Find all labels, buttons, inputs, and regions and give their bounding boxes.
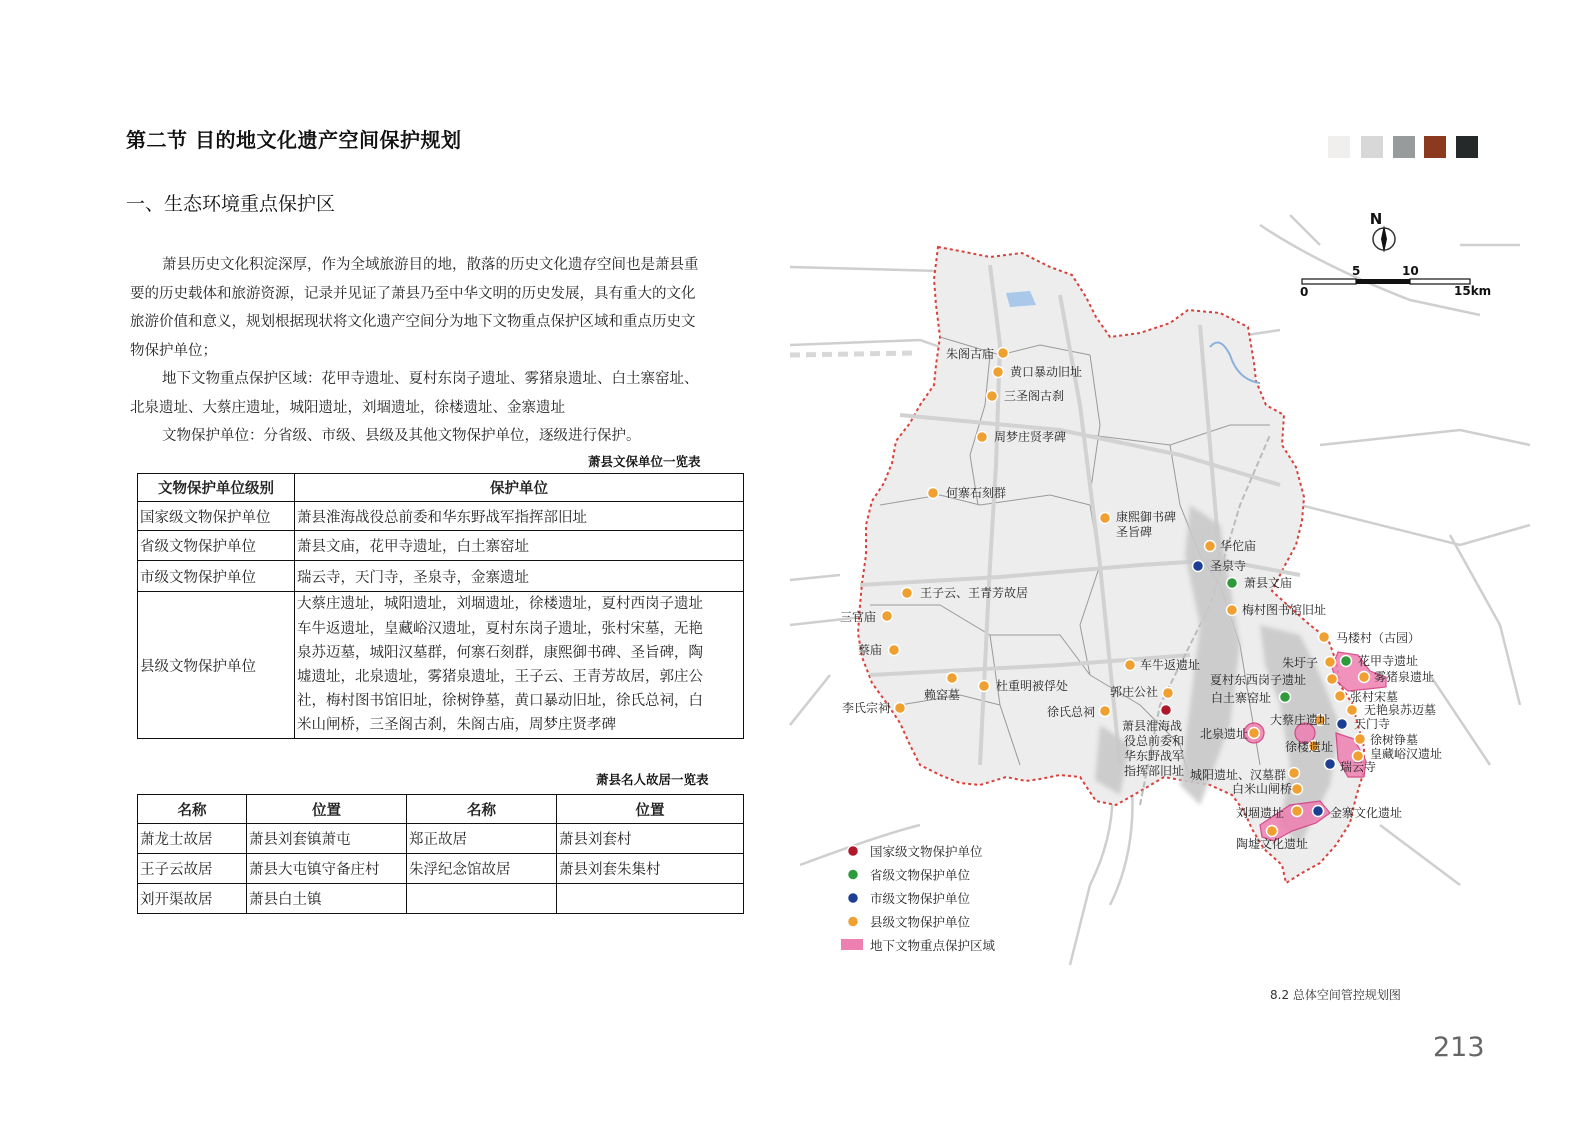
legend-label: 市级文物保护单位 (870, 891, 971, 906)
site-label: 花甲寺遗址 (1358, 654, 1419, 668)
site-label: 金寨文化遗址 (1330, 806, 1403, 820)
table-row (138, 531, 744, 561)
table-cell: 萧龙士故居 (138, 824, 247, 854)
table-row (138, 854, 744, 884)
site-dot (1100, 706, 1111, 717)
page-number: 213 (1433, 1032, 1485, 1063)
site-dot (998, 348, 1009, 359)
site-dot (1249, 728, 1260, 739)
intro-line: 地下文物重点保护区域：花甲寺遗址、夏村东岗子遗址、雾猪泉遗址、白土寨窑址、 (162, 371, 699, 387)
table-row (138, 592, 744, 739)
intro-line: 萧县历史文化积淀深厚，作为全域旅游目的地，散落的历史文化遗存空间也是萧县重 (162, 257, 699, 273)
table-cell: 萧县刘套村 (557, 824, 744, 854)
site-label: 何寨石刻群 (946, 486, 1007, 500)
site-dot (1267, 826, 1278, 837)
table-cell (295, 592, 744, 739)
site-dot (1161, 705, 1172, 716)
site-label: 瑞云寺 (1340, 760, 1377, 774)
site-dot (1193, 561, 1204, 572)
table-cell: 市级文物保护单位 (138, 561, 295, 592)
site-dot (1227, 605, 1238, 616)
site-label: 杜重明被俘处 (996, 679, 1069, 693)
site-dot (987, 391, 998, 402)
legend-swatch (841, 939, 863, 950)
site-label: 蔡庙 (858, 643, 883, 657)
table-cell: 萧县刘套镇萧屯 (247, 824, 407, 854)
site-dot (1359, 672, 1370, 683)
cell-line: 大蔡庄遗址，城阳遗址，刘堌遗址，徐楼遗址，夏村西岗子遗址 (297, 596, 703, 613)
table-cell: 郑正故居 (407, 824, 557, 854)
site-dot (928, 488, 939, 499)
table-cell: 萧县文庙，花甲寺遗址，白土寨窑址 (295, 531, 744, 561)
map-legend (841, 844, 996, 953)
table-row (138, 502, 744, 531)
site-label: 圣泉寺 (1210, 559, 1247, 573)
site-label: 王子云、王青芳故居 (920, 586, 1029, 600)
site-dot (1227, 578, 1238, 589)
site-label: 车牛返遗址 (1140, 658, 1201, 672)
table-cell: 萧县白土镇 (247, 884, 407, 914)
site-label: 康熙御书碑 (1116, 510, 1177, 524)
north-arrow (1370, 210, 1395, 253)
site-label: 萧县淮海战 (1122, 719, 1183, 733)
site-dot (889, 645, 900, 656)
intro-line: 文物保护单位：分省级、市级、县级及其他文物保护单位，逐级进行保护。 (162, 428, 641, 444)
site-dot (1163, 688, 1174, 699)
site-dot (1100, 513, 1111, 524)
legend-dot (848, 893, 859, 904)
site-dot (1325, 657, 1336, 668)
palette-swatch-2 (1361, 136, 1383, 158)
table-cell: 萧县大屯镇守备庄村 (247, 854, 407, 884)
table-row (138, 884, 744, 914)
site-dot (895, 703, 906, 714)
table-header-row (138, 474, 744, 502)
cell-line: 米山闸桥，三圣阁古刹，朱阁古庙，周梦庄贤孝碑 (297, 717, 616, 734)
site-label: 刘堌遗址 (1236, 806, 1285, 820)
cell-line: 墟遗址，北泉遗址，雾猪泉遗址，王子云、王青芳故居，郭庄公 (297, 669, 703, 685)
site-dot (979, 681, 990, 692)
site-dot (977, 432, 988, 443)
legend-label: 地下文物重点保护区域 (870, 938, 996, 953)
table-cell: 萧县刘套朱集村 (557, 854, 744, 884)
cell-line: 车牛返遗址，皇藏峪汉遗址，夏村东岗子遗址，张村宋墓，无艳 (297, 620, 703, 637)
site-marker (1285, 739, 1333, 754)
table-cell (557, 884, 744, 914)
legend-dot (848, 869, 859, 880)
site-marker (1227, 602, 1327, 617)
site-marker (1190, 767, 1300, 782)
site-label: 雾猪泉遗址 (1374, 670, 1435, 684)
section-title: 第二节 目的地文化遗产空间保护规划 (126, 128, 462, 152)
table-cell (407, 884, 557, 914)
site-marker (1232, 781, 1303, 796)
table-cell: 朱浮纪念馆故居 (407, 854, 557, 884)
table-cell: 瑞云寺，天门寺，圣泉寺，金寨遗址 (295, 561, 744, 592)
site-label: 张村宋墓 (1350, 690, 1399, 704)
site-label: 郭庄公社 (1110, 685, 1159, 699)
palette-swatch-5 (1456, 136, 1478, 158)
intro-line: 要的历史载体和旅游资源，记录并见证了萧县乃至中华文明的历史发展，具有重大的文化 (130, 285, 696, 302)
site-label: 黄口暴动旧址 (1010, 365, 1083, 379)
scale-label-10: 10 (1402, 264, 1419, 278)
table-cell: 萧县淮海战役总前委和华东野战军指挥部旧址 (295, 502, 744, 531)
site-dot (1289, 768, 1300, 779)
site-label: 北泉遗址 (1200, 727, 1249, 741)
site-label: 华东野战军 (1124, 749, 1185, 763)
intro-line: 物保护单位； (130, 342, 217, 359)
map-canvas (760, 205, 1540, 1005)
scale-label-5: 5 (1352, 264, 1361, 278)
site-dot (947, 673, 958, 684)
site-label: 天门寺 (1354, 717, 1391, 731)
site-dot (1327, 674, 1338, 685)
site-label: 陶墟文化遗址 (1236, 837, 1309, 851)
site-marker (1270, 712, 1330, 727)
table-cell: 王子云故居 (138, 854, 247, 884)
table-header: 名称 (138, 795, 247, 824)
site-label: 赖窑墓 (924, 688, 961, 702)
heritage-map (760, 205, 1540, 1005)
site-label: 朱圩子 (1282, 656, 1319, 670)
site-dot (1125, 660, 1136, 671)
sub-title: 一、生态环境重点保护区 (126, 193, 336, 215)
site-label: 白土寨窑址 (1211, 691, 1272, 705)
site-label: 马楼村（古园） (1336, 631, 1421, 645)
site-dot (1280, 692, 1291, 703)
site-dot (1325, 759, 1336, 770)
table-cell: 刘开渠故居 (138, 884, 247, 914)
north-label: N (1369, 210, 1383, 228)
site-dot (1205, 541, 1216, 552)
table-header: 位置 (557, 795, 744, 824)
figure-caption: 8.2 总体空间管控规划图 (1270, 988, 1401, 1002)
site-dot (882, 611, 893, 622)
site-label: 三圣阁古刹 (1004, 389, 1065, 403)
site-dot (1337, 719, 1348, 730)
site-marker (1124, 734, 1184, 748)
site-label: 李氏宗祠 (842, 701, 891, 715)
legend-item (848, 844, 984, 859)
site-marker (1124, 748, 1184, 763)
site-label: 华佗庙 (1220, 539, 1257, 553)
site-dot (1319, 632, 1330, 643)
site-marker (840, 609, 893, 624)
site-marker (1124, 763, 1184, 778)
site-marker (1116, 524, 1152, 539)
site-dot (993, 367, 1004, 378)
table-cell: 县级文物保护单位 (138, 592, 295, 739)
legend-item (848, 891, 971, 906)
site-label: 白米山闸桥 (1232, 782, 1293, 796)
site-label: 萧县文庙 (1244, 576, 1293, 590)
palette-swatch-4 (1424, 136, 1446, 158)
cell-line: 泉苏迈墓，城阳汉墓群，何寨石刻群，康熙御书碑、圣旨碑，陶 (297, 644, 703, 661)
site-marker (1347, 702, 1437, 717)
site-dot (902, 588, 913, 599)
site-marker (858, 642, 900, 657)
scale-label-15: 15km (1454, 284, 1492, 298)
residence-table (137, 794, 744, 914)
legend-item (841, 938, 996, 953)
site-dot (1341, 656, 1352, 667)
site-label: 朱阁古庙 (946, 347, 995, 361)
site-label: 周梦庄贤孝碑 (994, 430, 1067, 444)
scale-seg-2 (1356, 279, 1410, 284)
legend-dot (848, 916, 859, 927)
table-header: 保护单位 (295, 474, 744, 502)
site-label: 圣旨碑 (1116, 525, 1153, 539)
intro-line: 旅游价值和意义，规划根据现状将文化遗产空间分为地下文物重点保护区域和重点历史文 (130, 314, 696, 330)
site-dot (1335, 691, 1346, 702)
table-header-row (138, 795, 744, 824)
intro-paragraph (130, 251, 750, 451)
scale-seg-1 (1302, 279, 1356, 284)
site-label: 指挥部旧址 (1124, 764, 1185, 778)
legend-label: 省级文物保护单位 (870, 867, 971, 883)
site-label: 皇藏峪汉遗址 (1370, 747, 1443, 761)
site-dot (1355, 734, 1366, 745)
site-marker (902, 585, 1029, 600)
site-marker (1319, 630, 1421, 645)
site-label: 梅村图书馆旧址 (1242, 603, 1327, 617)
site-label: 无艳泉苏迈墓 (1364, 703, 1437, 717)
legend-item (848, 868, 971, 883)
palette-swatch-3 (1393, 136, 1415, 158)
site-marker (1205, 538, 1257, 553)
site-label: 城阳遗址、汉墓群 (1190, 768, 1287, 782)
site-label: 徐树铮墓 (1370, 733, 1419, 747)
table-cell: 省级文物保护单位 (138, 531, 295, 561)
legend-label: 县级文物保护单位 (870, 914, 971, 930)
site-dot (1292, 784, 1303, 795)
site-dot (1292, 806, 1303, 817)
site-label: 徐氏总祠 (1047, 705, 1096, 719)
intro-line: 北泉遗址、大蔡庄遗址，城阳遗址，刘堌遗址，徐楼遗址、金寨遗址 (130, 399, 565, 416)
site-label: 夏村东西岗子遗址 (1210, 673, 1307, 687)
site-label: 大蔡庄遗址 (1270, 713, 1331, 727)
site-label: 三官庙 (840, 610, 877, 624)
site-dot (1347, 705, 1358, 716)
table-header: 位置 (247, 795, 407, 824)
table-cell: 国家级文物保护单位 (138, 502, 295, 531)
table-header: 名称 (407, 795, 557, 824)
heritage-table (137, 473, 744, 739)
site-label: 役总前委和 (1124, 734, 1185, 748)
site-dot (1313, 806, 1324, 817)
legend-item (848, 915, 971, 930)
table-header: 文物保护单位级别 (138, 474, 295, 502)
table1-caption: 萧县文保单位一览表 (588, 454, 701, 469)
table-row (138, 561, 744, 592)
legend-label: 国家级文物保护单位 (870, 844, 983, 859)
table2-caption: 萧县名人故居一览表 (596, 772, 709, 787)
scale-label-0: 0 (1300, 285, 1309, 299)
legend-dot (848, 846, 859, 857)
palette-swatch-1 (1328, 136, 1350, 158)
table-row (138, 824, 744, 854)
site-label: 徐楼遗址 (1285, 740, 1334, 754)
cell-line: 社，梅村图书馆旧址，徐树铮墓，黄口暴动旧址，徐氏总祠，白 (297, 693, 703, 710)
